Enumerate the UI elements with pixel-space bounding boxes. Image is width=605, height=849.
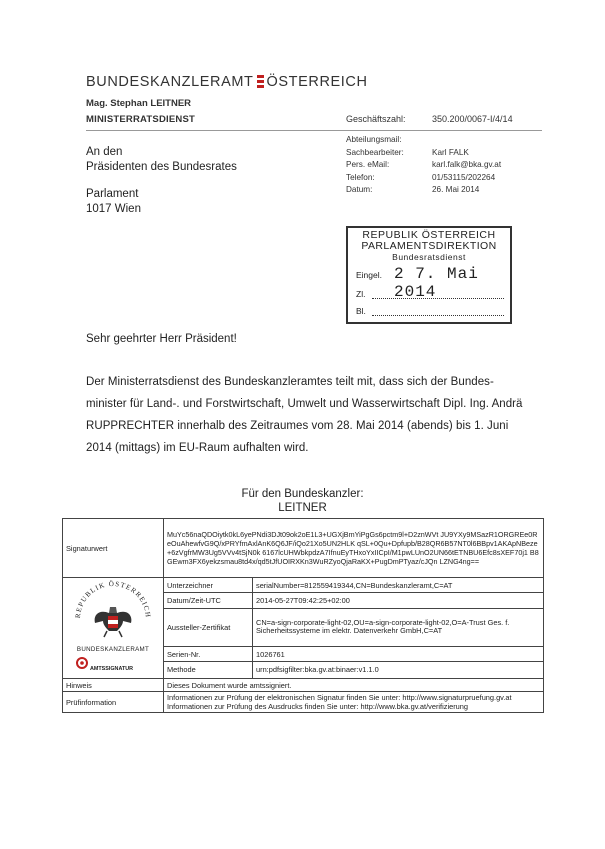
header-divider <box>86 130 542 131</box>
meta-value <box>432 134 501 147</box>
pruefinfo-value <box>164 692 544 713</box>
meta-values <box>432 134 501 197</box>
signer-name: LEITNER <box>278 502 327 514</box>
stamp-zl-label: Zl. <box>356 289 366 299</box>
reference-label: Geschäftszahl: <box>346 114 406 124</box>
meta-label: Pers. eMail: <box>346 160 390 170</box>
red-separator-icon <box>257 75 264 87</box>
pruefinfo-line[interactable]: Informationen zur Prüfung des Ausdrucks finden Sie unter: http://www.bka.gv.at/verifizierung <box>167 702 468 711</box>
closing-line: Für den Bundeskanzler: <box>241 488 364 500</box>
meta-value: 01/53115/202264 <box>432 172 496 182</box>
meta-labels <box>346 134 404 197</box>
amtssignatur-text: AMTSSIGNATUR <box>90 666 134 672</box>
author-name: Mag. Stephan LEITNER <box>86 98 192 109</box>
meta-value-email[interactable]: karl.falk@bka.gv.at <box>432 160 502 170</box>
body-paragraph <box>86 371 546 459</box>
stamp-bl-label: Bl. <box>356 306 366 316</box>
stamp-line: PARLAMENTSDIREKTION <box>361 240 497 252</box>
signature-table <box>62 518 544 713</box>
sig-row-value: CN=a-sign-corporate-light-02,OU=a-sign-corporate-light-02,O=A-Trust Ges. f. Sicherheitssysteme im elektr. Datenverkehr GmbH,C=AT <box>253 608 544 647</box>
table-row <box>63 679 544 692</box>
org-name-right: ÖSTERREICH <box>266 74 368 90</box>
pruefinfo-line[interactable]: Informationen zur Prüfung der elektronischen Signatur finden Sie unter: http://www.signaturpruefung.gv.at <box>167 693 512 702</box>
recipient-address <box>86 145 237 174</box>
stamp-line: REPUBLIK ÖSTERREICH <box>362 229 496 241</box>
meta-label: Telefon: <box>346 172 375 182</box>
sig-row-value: serialNumber=812559419344,CN=Bundeskanzleramt,C=AT <box>253 578 544 593</box>
pruefinfo-label: Prüfinformation <box>63 692 164 713</box>
address-line: An den <box>86 146 123 158</box>
meta-label: Sachbearbeiter: <box>346 147 404 157</box>
stamp-dotted-line <box>372 315 504 316</box>
sig-row-value: 2014-05-27T09:42:25+02:00 <box>253 593 544 608</box>
hinweis-value: Dieses Dokument wurde amtssigniert. <box>164 679 544 692</box>
sig-row-label: Serien-Nr. <box>164 647 253 661</box>
stamp-dotted-line <box>372 298 504 299</box>
signaturwert-label: Signaturwert <box>63 519 164 578</box>
meta-label: Abteilungsmail: <box>346 135 402 144</box>
seal-arc-text: REPUBLIK ÖSTERREICH <box>73 579 153 619</box>
salutation: Sehr geehrter Herr Präsident! <box>86 333 237 345</box>
address-line: Parlament <box>86 188 139 200</box>
seal-org-text: BUNDESKANZLERAMT <box>76 646 150 653</box>
meta-value-date: 26. Mai 2014 <box>432 185 480 195</box>
stamp-line: Bundesratsdienst <box>392 252 466 262</box>
sig-row-label: Unterzeichner <box>164 578 253 593</box>
table-row <box>63 578 544 593</box>
sig-row-value: 1026761 <box>253 647 544 661</box>
body-line: minister für Land-. und Forstwirtschaft, Umwelt und Wasserwirtschaft Dipl. Ing. Andrä <box>86 398 523 410</box>
sig-row-label: Aussteller-Zertifikat <box>164 608 253 647</box>
signaturwert-value: MuYc56naQDOiytk0kL6yePNdi3DJt09ok2oE1L3+UGXjBmYiPgGs6pctm9l+D2znWVt JU9YXy9MSazR1ORGREe0ReOuAhewfvG9Q/xPRYfmAxlAnK6Q6JF/iQo21Xo5UN2HLK qSL+0Qu+Dpfupb/B28QR6B57NT0l6BBpv1AKApNBeze+6zVgfrMW3Ug5VVv4tSjN0k 6167lcUHWbkpdzA7IfnuEyTHxoYxIICpI/M1pwLUnO2UN66tETNBU6Efc8sXEF70j1 B8GEwm3FX6yekzsmau8td4x/qd5tJfUOIRXKn3WuRZyoQjaRaKX+PugDmPTyaz/cJQn LZNG4ng== <box>164 519 544 578</box>
body-line: 2014 (mittags) im EU-Raum aufhalten wird. <box>86 442 309 454</box>
sig-row-label: Datum/Zeit-UTC <box>164 593 253 608</box>
org-name-left: BUNDESKANZLERAMT <box>86 74 254 90</box>
body-line: Der Ministerratsdienst des Bundeskanzleramtes teilt mit, dass sich der Bundes- <box>86 376 494 388</box>
sig-row-value: urn:pdfsigfilter:bka.gv.at:binaer:v1.1.0 <box>253 661 544 678</box>
table-row <box>63 519 544 578</box>
address-line: 1017 Wien <box>86 202 141 215</box>
meta-label: Datum: <box>346 185 373 195</box>
stamp-eingel-label: Eingel. <box>356 270 382 280</box>
letterhead-title <box>86 74 368 90</box>
address-line: Präsidenten des Bundesrates <box>86 160 237 173</box>
body-line: RUPPRECHTER innerhalb des Zeitraumes vom 28. Mai 2014 (abends) bis 1. Juni <box>86 420 509 432</box>
stamp-received-date: 2 7. Mai 2014 <box>394 265 479 301</box>
austrian-eagle-seal-icon <box>68 579 158 675</box>
reference-number: 350.200/0067-I/4/14 <box>432 114 513 124</box>
sig-row-label: Methode <box>164 661 253 678</box>
table-row <box>63 692 544 713</box>
department-name: MINISTERRATSDIENST <box>86 114 195 125</box>
received-stamp <box>346 226 512 324</box>
hinweis-label: Hinweis <box>63 679 164 692</box>
meta-value: Karl FALK <box>432 147 469 157</box>
amtssignatur-logo <box>63 578 164 679</box>
recipient-location <box>86 187 141 216</box>
